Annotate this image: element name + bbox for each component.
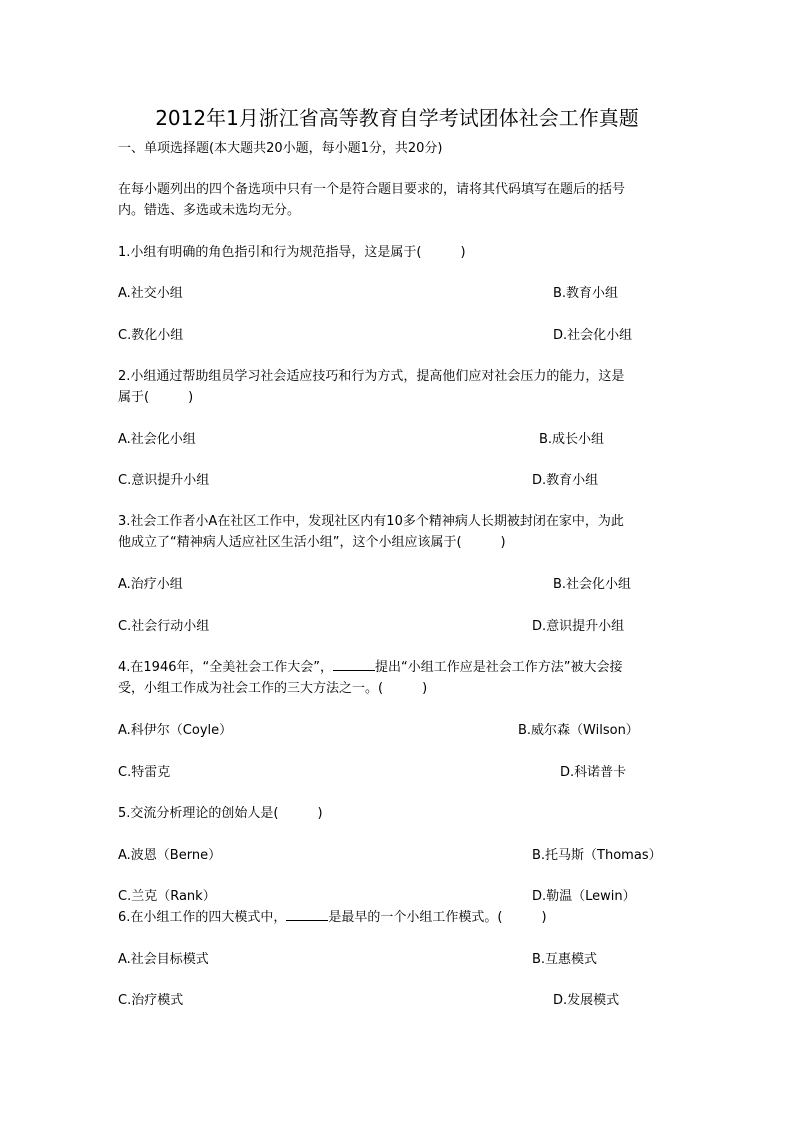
option-a: A.社会目标模式 — [118, 952, 209, 967]
fill-blank — [333, 660, 375, 671]
option-d: D.教育小组 — [532, 473, 599, 488]
option-b: B.成长小组 — [539, 432, 605, 447]
question-6-text: 是最早的一个小组工作模式。( ) — [328, 910, 547, 925]
question-2: 2.小组通过帮助组员学习社会适应技巧和行为方式，提高他们应对社会压力的能力，这是 — [118, 369, 625, 384]
option-a: A.社交小组 — [118, 286, 183, 301]
document-title: 2012年1月浙江省高等教育自学考试团体社会工作真题 — [155, 106, 639, 130]
option-c: C.教化小组 — [118, 328, 184, 343]
option-b: B.教育小组 — [553, 286, 619, 301]
section-heading: 一、单项选择题(本大题共20小题，每小题1分，共20分) — [118, 141, 443, 156]
question-6-text: 6.在小组工作的四大模式中， — [118, 910, 287, 925]
option-d: D.意识提升小组 — [532, 619, 625, 634]
option-c: C.社会行动小组 — [118, 619, 210, 634]
option-d: D.勒温（Lewin） — [532, 889, 636, 904]
option-b: B.托马斯（Thomas） — [532, 848, 662, 863]
option-d: D.科诺普卡 — [560, 765, 627, 780]
option-c: C.治疗模式 — [118, 993, 184, 1008]
question-5: 5.交流分析理论的创始人是( ) — [118, 806, 323, 821]
option-b: B.社会化小组 — [553, 577, 632, 592]
question-4-cont: 受，小组工作成为社会工作的三大方法之一。( ) — [118, 681, 428, 696]
option-d: D.社会化小组 — [553, 328, 633, 343]
question-4 — [118, 660, 622, 676]
option-c: C.兰克（Rank） — [118, 889, 216, 904]
option-d: D.发展模式 — [553, 993, 620, 1008]
question-4-text: 提出“小组工作应是社会工作方法”被大会接 — [374, 660, 623, 675]
option-c: C.意识提升小组 — [118, 473, 210, 488]
option-b: B.威尔森（Wilson） — [518, 723, 639, 738]
instructions-line: 在每小题列出的四个备选项中只有一个是符合题目要求的，请将其代码填写在题后的括号 — [118, 182, 626, 197]
option-a: A.治疗小组 — [118, 577, 183, 592]
question-4-text: 4.在1946年，“全美社会工作大会”， — [118, 660, 333, 675]
option-b: B.互惠模式 — [532, 952, 598, 967]
option-a: A.社会化小组 — [118, 432, 196, 447]
question-6 — [118, 910, 547, 926]
fill-blank — [286, 910, 328, 921]
option-a: A.波恩（Berne） — [118, 848, 222, 863]
question-3: 3.社会工作者小A在社区工作中，发现社区内有10多个精神病人长期被封闭在家中，为此 — [118, 514, 624, 529]
instructions-line: 内。错选、多选或未选均无分。 — [118, 203, 301, 218]
question-3-cont: 他成立了“精神病人适应社区生活小组”，这个小组应该属于( ) — [118, 535, 506, 550]
option-c: C.特雷克 — [118, 765, 171, 780]
question-1: 1.小组有明确的角色指引和行为规范指导，这是属于( ) — [118, 245, 466, 260]
option-a: A.科伊尔（Coyle） — [118, 723, 233, 738]
question-2-cont: 属于( ) — [118, 390, 194, 405]
